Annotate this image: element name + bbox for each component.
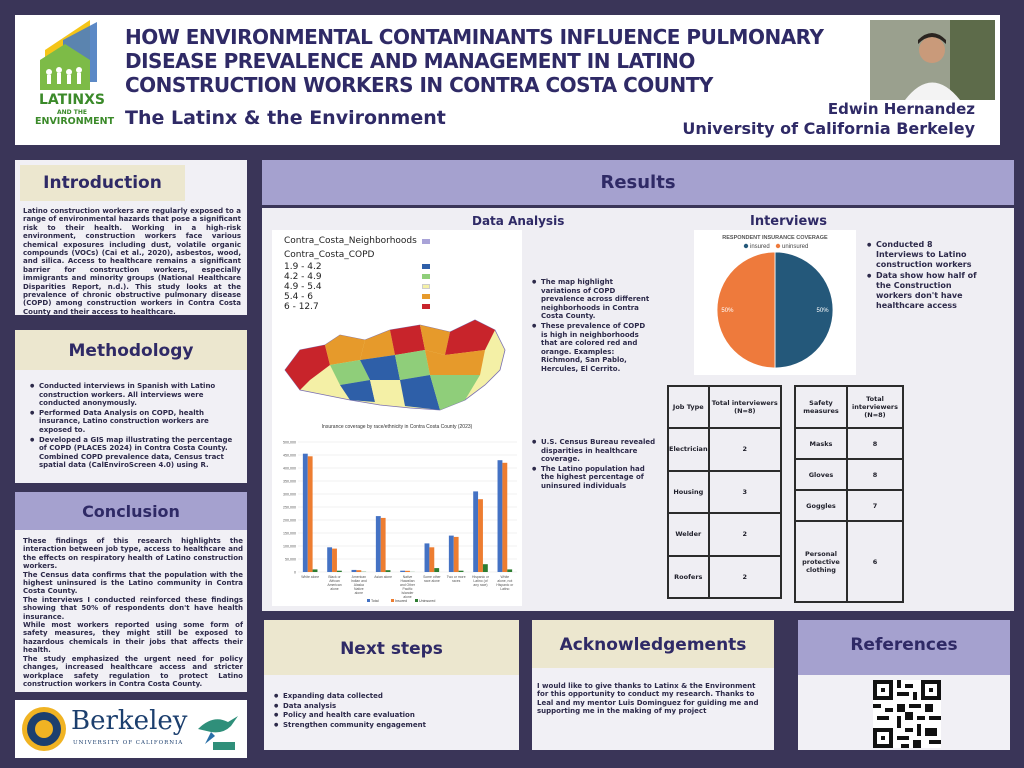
- legend-swatch-4: [422, 294, 430, 299]
- map-note: ● The map highlight variations of COPD prevalence across different neighborhoods in Contra Costa County.: [532, 278, 652, 321]
- bar-chart-title: Insurance coverage by race/ethnicity in Contra Costa County (2023): [321, 424, 473, 430]
- bar-ytick-label: 250,000: [283, 505, 296, 510]
- bar-legend-label: Uninsured: [419, 598, 436, 603]
- safety-table-cell: 7: [847, 490, 903, 521]
- insurance-bar-chart: [272, 420, 522, 606]
- pie-legend-swatch: [776, 244, 780, 248]
- methodology-heading: Methodology: [15, 330, 247, 370]
- data-analysis-heading: Data Analysis: [472, 214, 565, 228]
- methodology-item: ● Developed a GIS map illustrating the percentage of COPD (PLACES 2024) in Contra Costa County. Combined COPD prevalence data, Census tract spatial data (CalEnviroScreen 4.0) using R.: [30, 436, 242, 470]
- next-steps-panel: [264, 620, 519, 750]
- results-body: [262, 208, 1014, 611]
- map-layer-neighborhoods: Contra_Costa_Neighborhoods: [284, 236, 417, 246]
- map-legend-labels: [284, 262, 322, 312]
- bar-uninsured: [386, 570, 391, 572]
- bar-ytick-label: 350,000: [283, 479, 296, 484]
- bar-xtick-label: Some other race alone: [423, 575, 441, 583]
- safety-table-cell: Gloves: [795, 459, 847, 490]
- berkeley-wordmark: Berkeley: [71, 706, 188, 736]
- safety-table-cell: Masks: [795, 428, 847, 459]
- bar-total: [376, 516, 381, 572]
- bar-ytick-label: 200,000: [283, 518, 296, 523]
- map-legend-label: 1.9 - 4.2: [284, 262, 322, 272]
- methodology-item: ● Performed Data Analysis on COPD, health insurance, Latino construction workers are exposed to.: [30, 409, 242, 435]
- census-notes: [532, 438, 657, 492]
- insurance-bar-chart-panel: [272, 420, 522, 606]
- berkeley-logo-panel: [15, 700, 247, 758]
- bar-total: [449, 536, 454, 572]
- safety-table-cell: 6: [847, 521, 903, 602]
- pie-slice-label: 50%: [816, 308, 829, 314]
- methodology-item: ● Conducted interviews in Spanish with Latino construction workers. All interviews were conducted anonymously.: [30, 382, 242, 408]
- berkeley-sub: UNIVERSITY OF CALIFORNIA: [73, 740, 184, 746]
- conclusion-paragraph: The Census data confirms that the population with the highest uninsured is the Latino community in Contra Costa County.: [23, 570, 243, 596]
- qr-code-graphic: [873, 680, 941, 748]
- bar-ytick-label: 150,000: [283, 531, 296, 536]
- pie-slice-label: 50%: [721, 308, 734, 314]
- census-note: ● U.S. Census Bureau revealed disparities in healthcare coverage.: [532, 438, 657, 464]
- bar-ytick-label: 100,000: [283, 544, 296, 549]
- bar-insured: [405, 571, 410, 572]
- next-steps-item: ● Policy and health care evaluation: [274, 711, 509, 720]
- safety-table-cell: Goggles: [795, 490, 847, 521]
- next-steps-list: [274, 692, 509, 730]
- poster-subtitle: The Latinx & the Environment: [125, 107, 446, 129]
- legend-swatch-2: [422, 274, 430, 279]
- bar-uninsured: [337, 571, 342, 572]
- bar-legend-swatch: [391, 599, 394, 602]
- bar-xtick-label: American Indian and Alaska Native alone: [350, 575, 367, 595]
- conclusion-panel: [15, 492, 247, 692]
- bar-uninsured: [459, 571, 464, 572]
- job-table-cell: 2: [709, 556, 781, 599]
- interview-note: ● Data show how half of the Construction workers don't have healthcare access: [867, 271, 977, 311]
- author-photo-graphic: [870, 20, 995, 100]
- safety-measures-table: [794, 385, 904, 603]
- conclusion-paragraph: While most workers reported using some form of safety measures, they might still be exposed to hazardous chemicals in their jobs that affects their health.: [23, 621, 243, 655]
- logo-text-latinxs: LATINXS: [38, 92, 106, 108]
- methodology-list: [30, 382, 242, 471]
- bar-total: [400, 571, 405, 572]
- insurance-pie-chart-panel: [694, 230, 856, 375]
- safety-table-header: Total interviewers (N=8): [847, 386, 903, 428]
- bar-total: [498, 460, 503, 572]
- safety-table-header: Safety measures: [795, 386, 847, 428]
- job-table-cell: Roofers: [668, 556, 709, 599]
- job-table-cell: 2: [709, 428, 781, 471]
- bar-insured: [454, 537, 459, 572]
- interviews-heading: Interviews: [750, 214, 828, 229]
- conclusion-paragraph: The interviews I conducted reinforced these findings showing that 50% of respondents don't have health insurance.: [23, 595, 243, 621]
- bar-uninsured: [483, 564, 488, 572]
- job-table-cell: Housing: [668, 471, 709, 514]
- job-table-cell: 3: [709, 471, 781, 514]
- results-heading: Results: [600, 172, 676, 193]
- bar-xtick-label: White alone: [301, 575, 320, 579]
- references-heading: References: [798, 620, 1010, 675]
- bar-total: [473, 491, 478, 572]
- legend-swatch-1: [422, 264, 430, 269]
- job-table-cell: Electrician: [668, 428, 709, 471]
- author-institution: University of California Berkeley: [682, 119, 975, 138]
- bar-uninsured: [434, 568, 439, 572]
- introduction-heading: Introduction: [20, 165, 185, 201]
- pie-legend-label: uninsured: [782, 244, 809, 250]
- bar-ytick-label: 500,000: [283, 440, 296, 445]
- bar-total: [303, 454, 308, 572]
- bar-legend-label: Insured: [395, 598, 407, 603]
- census-note: ● The Latino population had the highest percentage of uninsured individuals: [532, 465, 657, 491]
- legend-swatch-5: [422, 304, 430, 309]
- bar-xtick-label: Native Hawaiian and Other Pacific Islander alone: [399, 575, 416, 599]
- conclusion-body: [23, 537, 243, 688]
- bar-insured: [308, 456, 313, 572]
- next-steps-item: ● Data analysis: [274, 702, 509, 711]
- bar-insured: [332, 549, 337, 572]
- bar-legend-swatch: [367, 599, 370, 602]
- bar-legend-label: Total: [371, 598, 379, 603]
- bar-uninsured: [507, 569, 512, 572]
- qr-code[interactable]: [873, 680, 941, 748]
- latinxs-environment-logo: [35, 20, 130, 142]
- map-legend-label: 6 - 12.7: [284, 302, 319, 312]
- next-steps-item: ● Strengthen community engagement: [274, 721, 509, 730]
- next-steps-heading: Next steps: [264, 620, 519, 675]
- bar-insured: [478, 499, 483, 572]
- bar-ytick-label: 50,000: [285, 557, 296, 562]
- bar-total: [425, 543, 430, 572]
- pie-legend-label: insured: [750, 244, 770, 250]
- results-heading-box: [262, 160, 1014, 205]
- job-table-cell: Welder: [668, 513, 709, 556]
- hummingbird-logo-icon: [193, 704, 243, 754]
- contra-costa-map: [280, 310, 520, 415]
- next-steps-item: ● Expanding data collected: [274, 692, 509, 701]
- interview-notes: [867, 240, 977, 312]
- safety-table-cell: Personal protective clothing: [795, 521, 847, 602]
- legend-swatch-3: [422, 284, 430, 289]
- job-table-header: Total interviewers (N=8): [709, 386, 781, 428]
- author-photo: [870, 20, 995, 100]
- logo-text-and-the: AND THE: [57, 109, 87, 116]
- job-table-header: Job Type: [668, 386, 709, 428]
- map-layer-copd: Contra_Costa_COPD: [284, 250, 375, 260]
- map-legend-label: 5.4 - 6: [284, 292, 314, 302]
- safety-table-cell: 8: [847, 459, 903, 490]
- conclusion-paragraph: These findings of this research highlights the interaction between job type, access to healthcare and the effects on respiratory health of Latino construction workers.: [23, 537, 243, 571]
- acknowledgements-panel: [532, 620, 774, 750]
- bar-xtick-label: Two or more races: [446, 575, 466, 583]
- bar-ytick-label: 300,000: [283, 492, 296, 497]
- job-type-table: [667, 385, 782, 599]
- bar-ytick-label: 400,000: [283, 466, 296, 471]
- introduction-panel: [15, 160, 247, 315]
- insurance-pie-chart: [694, 230, 856, 375]
- bar-xtick-label: Hispanic or Latino (of any race): [472, 575, 489, 587]
- bar-xtick-label: Asian alone: [374, 575, 393, 579]
- interview-note: ● Conducted 8 Interviews to Latino construction workers: [867, 240, 977, 270]
- bar-xtick-label: White alone, not Hispanic or Latino: [496, 575, 514, 591]
- bar-total: [352, 570, 357, 572]
- map-notes: [532, 278, 652, 375]
- poster-title: HOW ENVIRONMENTAL CONTAMINANTS INFLUENCE PULMONARY DISEASE PREVALENCE AND MANAGEMENT IN LATINO CONSTRUCTION WORKERS IN CONTRA COSTA COUNTY: [125, 25, 824, 97]
- conclusion-paragraph: The study emphasized the urgent need for policy changes, increased healthcare access and stricter workplace safety regulation to protect Latino construction workers in Contra Costa County.: [23, 654, 243, 688]
- map-note: ● These prevalence of COPD is high in neighborhoods that are colored red and orange. Examples: Richmond, San Pablo, Hercules, El Cerrito.: [532, 322, 652, 374]
- safety-table-cell: 8: [847, 428, 903, 459]
- bar-legend-swatch: [415, 599, 418, 602]
- methodology-panel: [15, 330, 247, 483]
- author-name: Edwin Hernandez: [827, 100, 975, 118]
- map-legend-label: 4.9 - 5.4: [284, 282, 322, 292]
- neighborhood-swatch: [422, 239, 430, 244]
- bar-total: [327, 547, 332, 572]
- bar-ytick-label: 0: [294, 570, 296, 575]
- copd-map-panel: [272, 230, 522, 420]
- acknowledgements-body: I would like to give thanks to Latinx & the Environment for this opportunity to conduct my research. Thanks to Leal and my mentor Luis Dominguez for guiding me and supporting me in the making of my project: [537, 682, 759, 716]
- job-table-cell: 2: [709, 513, 781, 556]
- introduction-body: Latino construction workers are regularly exposed to a range of environmental hazards that pose a significant risk to their health. Working in a high-risk environment, construction workers face various chemical exposures including dust, volatile organic compounds (VOCs) (Cai et al., 2020), asbestos, wood, and silica. Access to healthcare remains a significant barrier for construction workers, especially immigrants and minority groups (National Healthcare Disparities Report, n.d.). This study looks at the prevalence of chronic obstructive pulmonary disease (COPD) among construction workers in Contra Costa County and their access to healthcare.: [23, 207, 241, 316]
- conclusion-heading: Conclusion: [15, 492, 247, 530]
- map-legend-swatches: [422, 264, 430, 309]
- bar-insured: [381, 518, 386, 572]
- poster-header: [15, 15, 1000, 145]
- bar-ytick-label: 450,000: [283, 453, 296, 458]
- uc-seal-icon: [21, 704, 67, 754]
- bar-insured: [429, 547, 434, 572]
- acknowledgements-heading: Acknowledgements: [532, 620, 774, 668]
- bar-xtick-label: Black or African American alone: [327, 575, 342, 591]
- pie-chart-title: RESPONDENT INSURANCE COVERAGE: [722, 235, 828, 241]
- bar-insured: [502, 463, 507, 572]
- bar-uninsured: [313, 569, 318, 572]
- map-legend-label: 4.2 - 4.9: [284, 272, 322, 282]
- bar-insured: [356, 570, 361, 572]
- logo-text-environment: ENVIRONMENT: [35, 116, 115, 127]
- pie-legend-swatch: [744, 244, 748, 248]
